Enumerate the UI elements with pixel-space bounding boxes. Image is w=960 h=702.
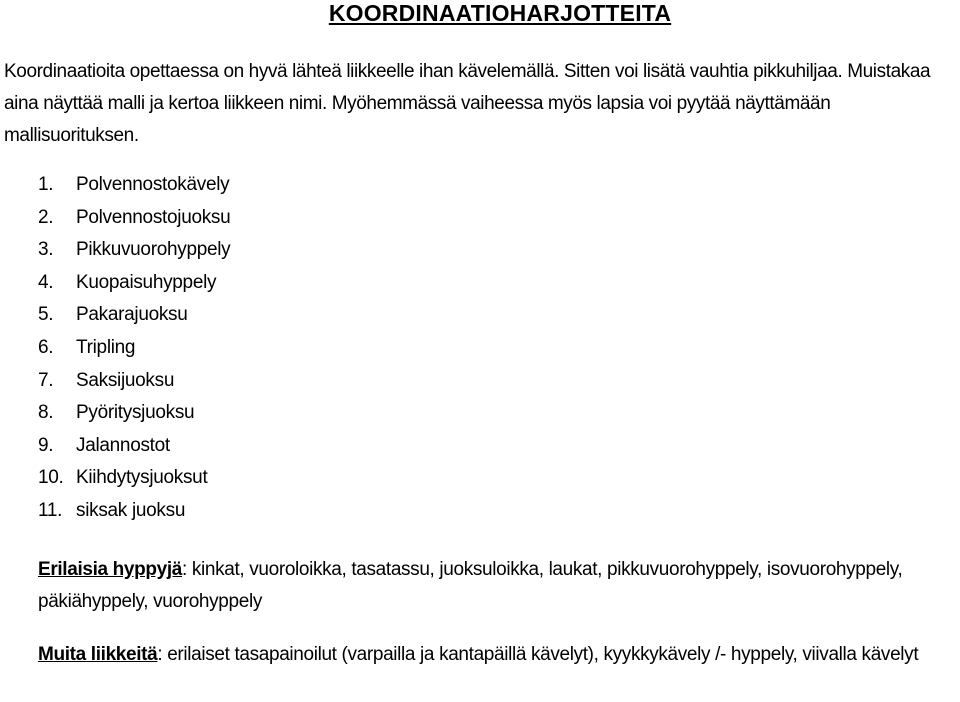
list-item	[38, 169, 230, 202]
other-moves-lead: Muita liikkeitä	[38, 644, 158, 665]
list-item	[38, 234, 230, 267]
list-item	[38, 462, 230, 495]
list-item-label: Pyöritysjuoksu	[76, 402, 195, 424]
other-moves-text: : erilaiset tasapainoilut (varpailla ja kantapäillä kävelyt), kyykkykävely /- hyppely, viivalla kävelyt	[157, 644, 919, 665]
intro-paragraph: Koordinaatioita opettaessa on hyvä lähteä liikkeelle ihan kävelemällä. Sitten voi lisätä vauhtia pikkuhiljaa. Muistakaa aina näyttää malli ja kertoa liikkeen nimi. Myöhemmässä vaiheessa myös lapsia voi pyytää näyttämään mallisuorituksen.	[4, 61, 931, 146]
list-item-label: Polvennostokävely	[76, 174, 230, 195]
list-item	[38, 299, 230, 332]
list-item	[38, 202, 230, 235]
list-item	[38, 495, 230, 528]
list-item-label: Polvennostojuoksu	[76, 206, 231, 228]
list-item-number: 10.	[38, 467, 64, 489]
list-item-number: 7.	[38, 369, 54, 391]
list-item-label: Jalannostot	[76, 434, 170, 456]
list-item-number: 11.	[38, 499, 63, 521]
exercise-list	[38, 169, 230, 528]
list-item	[38, 267, 230, 300]
list-item-number: 6.	[38, 336, 54, 358]
list-item-number: 5.	[38, 304, 54, 326]
list-item-label: Kiihdytysjuoksut	[76, 467, 208, 489]
list-item-number: 8.	[38, 402, 54, 424]
list-item-label: Pakarajuoksu	[76, 304, 188, 326]
list-item-number: 9.	[38, 434, 54, 456]
jumps-paragraph	[38, 554, 960, 618]
list-item-label: Kuopaisuhyppely	[76, 271, 217, 293]
list-item	[38, 397, 230, 430]
jumps-text: : kinkat, vuoroloikka, tasatassu, juoksuloikka, laukat, pikkuvuorohyppely, isovuorohyppely, päkiähyppely, vuorohyppely	[38, 559, 903, 612]
list-item-label: Pikkuvuorohyppely	[76, 239, 231, 261]
list-item-number: 2.	[38, 206, 54, 228]
list-item-number: 1.	[38, 174, 54, 195]
list-item	[38, 332, 230, 365]
list-item-number: 4.	[38, 271, 54, 293]
jumps-lead: Erilaisia hyppyjä	[38, 559, 183, 580]
list-item-label: siksak juoksu	[76, 499, 186, 521]
list-item-label: Saksijuoksu	[76, 369, 175, 391]
list-item	[38, 430, 230, 463]
list-item	[38, 365, 230, 398]
other-moves-paragraph	[38, 639, 960, 671]
list-item-number: 3.	[38, 239, 54, 261]
document-title: KOORDINAATIOHARJOTTEITA	[328, 0, 672, 26]
list-item-label: Tripling	[76, 336, 136, 358]
